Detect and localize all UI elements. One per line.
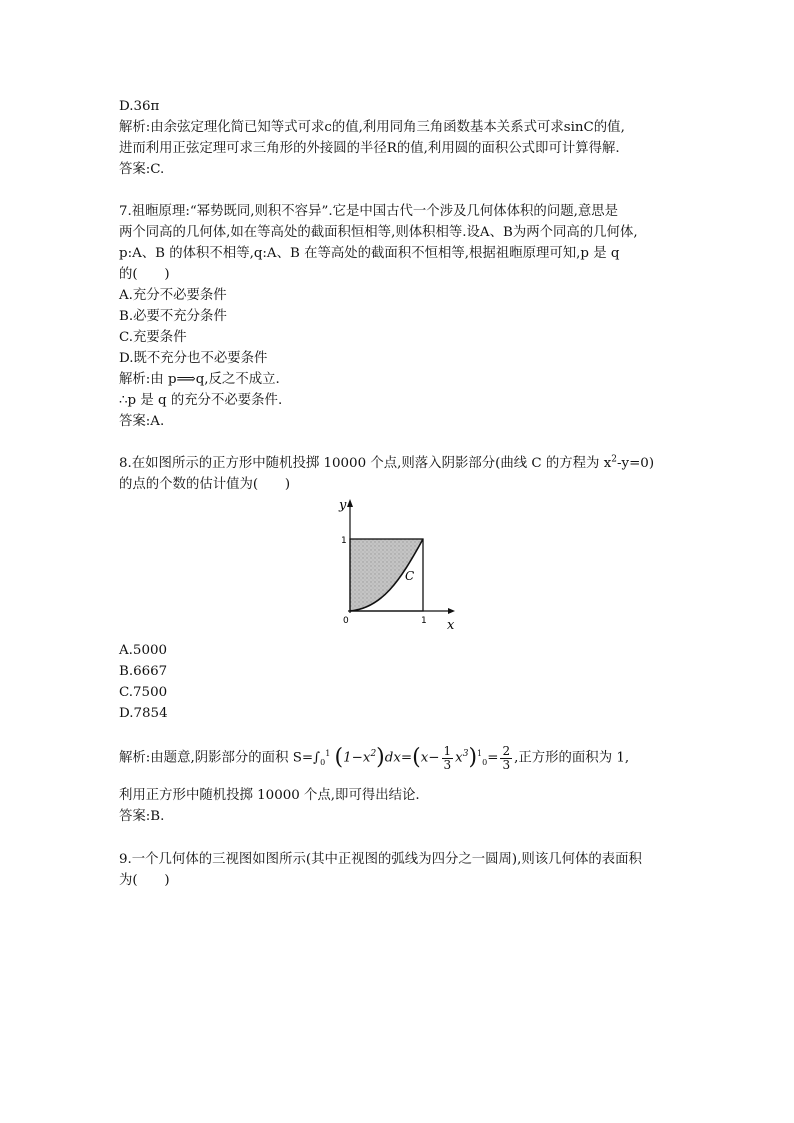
- q8-option-a: A.5000: [119, 643, 168, 658]
- q7-option-b: B.必要不充分条件: [119, 309, 227, 324]
- q8-analysis-prefix: 解析:由题意,阴影部分的面积 S=: [119, 750, 314, 766]
- q9-stem-line1: 9.一个几何体的三视图如图所示(其中正视图的弧线为四分之一圆周),则该几何体的表面积: [119, 852, 642, 867]
- q7-stem-line2: 两个同高的几何体,如在等高处的截面积恒相等,则体积相等.设A、B为两个同高的几何体,: [119, 225, 638, 240]
- q8-eq-exponent: 2: [611, 454, 617, 465]
- paren-right-1: ): [376, 745, 385, 770]
- x-axis-arrow: [448, 608, 455, 614]
- q8-analysis-line2: 利用正方形中随机投掷 10000 个点,即可得出结论.: [119, 788, 420, 803]
- q7-stem-line4: 的( ): [119, 267, 170, 282]
- integral-upper: 1: [325, 749, 331, 759]
- fraction-num: 1: [443, 743, 452, 758]
- equals-2: =: [487, 750, 499, 766]
- q9-stem-line2: 为( ): [119, 873, 170, 888]
- paren-right-2: ): [468, 745, 478, 770]
- x-axis-label: x: [447, 618, 455, 633]
- q7-option-d: D.既不充分也不必要条件: [119, 351, 268, 366]
- q8-eq-tail: -y=0): [617, 456, 655, 471]
- fraction-den: 3: [443, 757, 452, 772]
- q8-figure: [330, 493, 462, 633]
- q7-answer: 答案:A.: [119, 414, 165, 429]
- q6-answer: 答案:C.: [119, 162, 165, 177]
- cube-exponent: 3: [462, 749, 469, 760]
- antiderivative-x3: x: [455, 750, 463, 766]
- q6-option-d: D.36π: [119, 99, 160, 114]
- q8-analysis-line1: [119, 743, 629, 778]
- integral-lower: 0: [320, 758, 326, 768]
- q8-option-b: B.6667: [119, 664, 168, 679]
- tick-y-1: 1: [341, 536, 347, 546]
- q7-analysis-line2: ∴p 是 q 的充分不必要条件.: [119, 393, 283, 408]
- paren-left-1: (: [334, 745, 344, 770]
- q8-stem-line1: [119, 454, 654, 474]
- eval-lower: 0: [482, 758, 488, 768]
- fraction-one-third: [442, 745, 454, 772]
- result-den: 3: [502, 757, 511, 772]
- q7-option-c: C.充要条件: [119, 330, 187, 345]
- antiderivative-x: x−: [420, 750, 440, 766]
- q8-analysis-suffix: ,正方形的面积为 1,: [514, 750, 630, 766]
- integrand-exponent: 2: [370, 749, 377, 760]
- q8-option-c: C.7500: [119, 685, 168, 700]
- q7-option-a: A.充分不必要条件: [119, 288, 227, 303]
- q8-stem-text: 8.在如图所示的正方形中随机投掷 10000 个点,则落入阴影部分(曲线 C 的方程为 x: [119, 456, 612, 471]
- y-axis-arrow: [347, 499, 353, 507]
- y-axis-label: y: [339, 498, 347, 513]
- result-num: 2: [502, 743, 511, 758]
- q8-option-d: D.7854: [119, 706, 168, 721]
- curve-c-label: C: [405, 569, 415, 583]
- paren-left-2: (: [412, 745, 421, 770]
- eval-upper: 1: [477, 749, 483, 759]
- q7-stem-line3: p:A、B 的体积不相等,q:A、B 在等高处的截面积不恒相等,根据祖暅原理可知,p 是 q: [119, 246, 620, 261]
- q7-analysis-line1: 解析:由 p⟹q,反之不成立.: [119, 372, 280, 387]
- tick-x-1: 1: [421, 616, 427, 626]
- equals-1: =: [400, 750, 413, 766]
- q7-stem-line1: 7.祖暅原理:“幂势既同,则积不容异”.它是中国古代一个涉及几何体体积的问题,意思是: [119, 204, 619, 219]
- integral-sign: ∫: [313, 750, 321, 766]
- q8-answer: 答案:B.: [119, 809, 165, 824]
- integrand: 1−x: [343, 750, 371, 766]
- q6-analysis-line1: 解析:由余弦定理化简已知等式可求c的值,利用同角三角函数基本关系式可求sinC的值,: [119, 120, 625, 135]
- q6-analysis-line2: 进而利用正弦定理可求三角形的外接圆的半径R的值,利用圆的面积公式即可计算得解.: [119, 141, 620, 156]
- differential: dx: [384, 750, 401, 766]
- fraction-result: [500, 745, 512, 772]
- q8-stem-line2: 的点的个数的估计值为( ): [119, 477, 291, 492]
- origin-label: 0: [343, 616, 349, 626]
